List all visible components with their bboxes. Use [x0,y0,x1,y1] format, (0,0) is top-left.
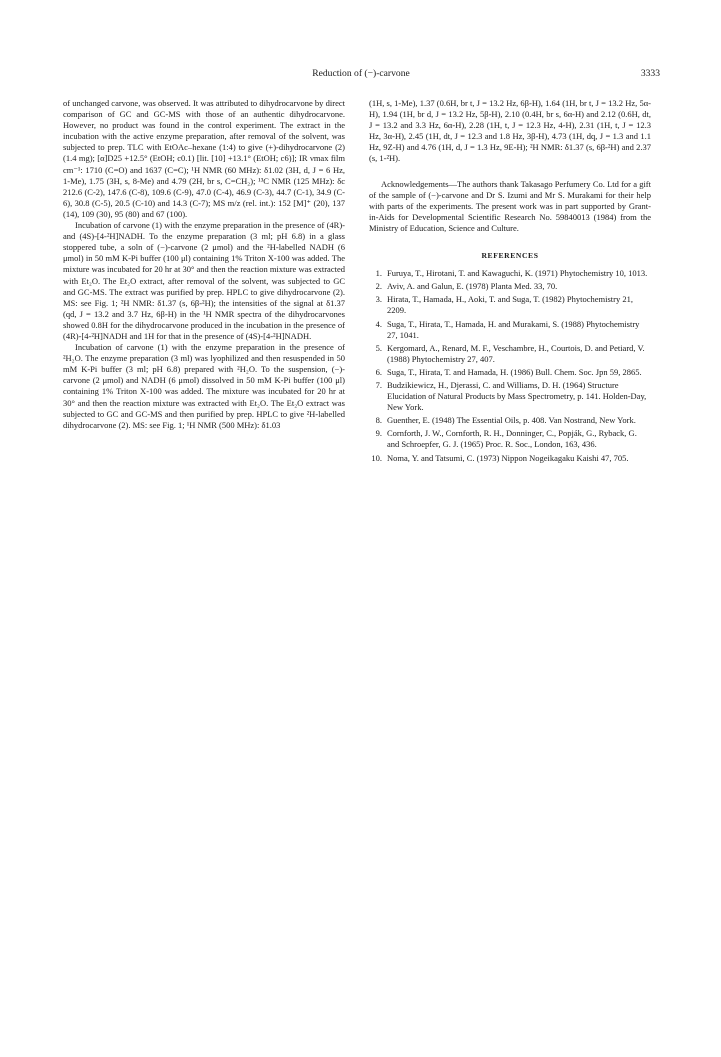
experimental-paragraph-1: of unchanged carvone, was observed. It was attributed to dihydrocarvone by direct comparison of GC and GC-MS with those of an authentic dihydrocarvone. However, no product was found in the control experiment. The extract in the incubation with the active enzyme preparation, after removal of the solvent, was subjected to prep. TLC with EtOAc–hexane (1:4) to give (+)-dihydrocarvone (2) (1.4 mg); [α]D25 +12.5° (EtOH; c0.1) [lit. [10] +13.1° (EtOH; c6)]; IR νmax film cm⁻¹: 1710 (C=O) and 1637 (C=C); ¹H NMR (60 MHz): δ1.02 (3H, d, J = 6 Hz, 1-Me), 1.75 (3H, s, 8-Me) and 4.79 (2H, br s, C=CH₂); ¹³C NMR (125 MHz): δc 212.6 (C-2), 147.6 (C-8), 109.6 (C-9), 47.0 (C-4), 46.9 (C-3), 44.7 (C-1), 34.9 (C-6), 30.8 (C-5), 20.5 (C-10) and 14.3 (C-7); MS m/z (rel. int.): 152 [M]⁺ (20), 137 (14), 109 (30), 95 (80) and 67 (100). [63,98,345,219]
reference-number: 7. [375,379,382,390]
reference-number: 4. [375,318,382,329]
left-column [63,98,345,431]
reference-item [369,428,651,450]
reference-number: 9. [375,428,382,439]
reference-item [369,453,651,464]
reference-number: 10. [371,452,382,463]
reference-text: Aviv, A. and Galun, E. (1978) Planta Med. 33, 70. [387,281,558,292]
reference-number: 2. [375,281,382,292]
reference-number: 3. [375,294,382,305]
reference-text: Guenther, E. (1948) The Essential Oils, p. 408. Van Nostrand, New York. [387,415,636,426]
reference-item [369,380,651,413]
right-column [369,98,651,466]
reference-item [369,281,651,292]
experimental-paragraph-continued: (1H, s, 1-Me), 1.37 (0.6H, br t, J = 13.2 Hz, 6β-H), 1.64 (1H, br t, J = 13.2 Hz, 5α-H), 1.94 (1H, br d, J = 13.2 Hz, 5β-H), 2.10 (0.4H, br s, 6α-H) and 2.12 (0.6H, dt, J = 13.2 and 3.3 Hz, 6α-H), 2.28 (1H, t, J = 12.3 Hz, 4-H), 2.31 (1H, t, J = 12.3 Hz, 3α-H), 2.45 (1H, dt, J = 12.3 and 1.8 Hz, 3β-H), 4.73 (1H, dq, J = 1.3 and 1.1 Hz, 9Z-H) and 4.76 (1H, d, J = 1.3 Hz, 9E-H); ²H NMR: δ1.37 (s, 6β-²H) and 2.37 (s, 1-²H). [369,98,651,164]
reference-number: 5. [375,342,382,353]
page-number: 3333 [640,68,660,79]
reference-item [369,367,651,378]
reference-text: Hirata, T., Hamada, H., Aoki, T. and Suga, T. (1982) Phytochemistry 21, 2209. [387,294,633,316]
experimental-paragraph-3: Incubation of carvone (1) with the enzyme preparation in the presence of ²H₂O. The enzyme preparation (3 ml) was lyophilized and then resuspended in 50 mM K-Pi buffer (3 ml; pH 6.8) prepared with ²H₂O. To the suspension, (−)-carvone (2 μmol) and NADH (6 μmol) dissolved in 50 mM K-Pi buffer (100 μl) containing 1% Triton X-100 was added. The mixture was incubated for 20 hr at 30° and then the reaction mixture was extracted with Et₂O. The Et₂O extract was subjected to GC and GC-MS and then purified by prep. HPLC to give ²H-labelled dihydrocarvone (2). MS: see Fig. 1; ¹H NMR (500 MHz): δ1.03 [63,342,345,430]
reference-item [369,415,651,426]
reference-text: Noma, Y. and Tatsumi, C. (1973) Nippon Nogeikagaku Kaishi 47, 705. [387,452,629,463]
reference-item [369,294,651,316]
running-title: Reduction of (−)-carvone [312,68,410,79]
reference-text: Budzikiewicz, H., Djerassi, C. and Williams, D. H. (1964) Structure Elucidation of Natural Products by Mass Spectrometry, p. 141. Holden-Day, New York. [387,379,647,413]
reference-number: 6. [375,366,382,377]
references-heading: REFERENCES [481,251,539,261]
reference-item [369,343,651,365]
reference-text: Suga, T., Hirata, T. and Hamada, H. (1986) Bull. Chem. Soc. Jpn 59, 2865. [387,366,642,377]
reference-text: Furuya, T., Hirotani, T. and Kawaguchi, K. (1971) Phytochemistry 10, 1013. [387,268,648,279]
references-list [369,268,651,464]
reference-number: 8. [375,415,382,426]
acknowledgements: Acknowledgements—The authors thank Takasago Perfumery Co. Ltd for a gift of the sample of (−)-carvone and Dr S. Izumi and Mr S. Murakami for their help with parts of the experiments. The present work was in part supported by Grant-in-Aids for Developmental Scientific Research No. 59840013 (1984) from the Ministry of Education, Science and Culture. [369,178,651,233]
reference-item [369,268,651,279]
reference-number: 1. [375,268,382,279]
reference-text: Suga, T., Hirata, T., Hamada, H. and Murakami, S. (1988) Phytochemistry 27, 1041. [387,318,640,340]
experimental-paragraph-2: Incubation of carvone (1) with the enzyme preparation in the presence of (4R)- and (4S)-[4-²H]NADH. To the enzyme preparation (3 ml; pH 6.8) in a glass stoppered tube, a soln of (−)-carvone (2 μmol) and the ²H-labelled NADH (6 μmol) in 50 mM K-Pi buffer (100 μl) containing 1% Triton X-100 was added. The mixture was incubated for 20 hr at 30° and then the reaction mixture was extracted with Et₂O. The Et₂O extract, after removal of the solvent, was subjected to GC and GC-MS. The extract was purified by prep. HPLC to give dihydrocarvone (2). MS: see Fig. 1; ²H NMR: δ1.37 (s, 6β-²H); the intensities of the signal at δ1.37 (qd, J = 13.2 and 3.7 Hz, 6β-H) in the ¹H NMR spectra of the dihydrocarvones showed 0.8H for the dihydrocarvone produced in the incubation in the presence of (4R)-[4-²H]NADH and 1H for that in the presence of (4S)-[4-²H]NADH. [63,220,345,341]
reference-text: Cornforth, J. W., Cornforth, R. H., Donninger, C., Popják, G., Ryback, G. and Schroepfer, G. J. (1965) Proc. R. Soc., London, 163, 436. [387,428,637,450]
page-header [62,68,660,82]
reference-text: Kergomard, A., Renard, M. F., Veschambre, H., Courtois, D. and Petiard, V. (1988) Phytochemistry 27, 407. [387,342,645,364]
reference-item [369,319,651,341]
